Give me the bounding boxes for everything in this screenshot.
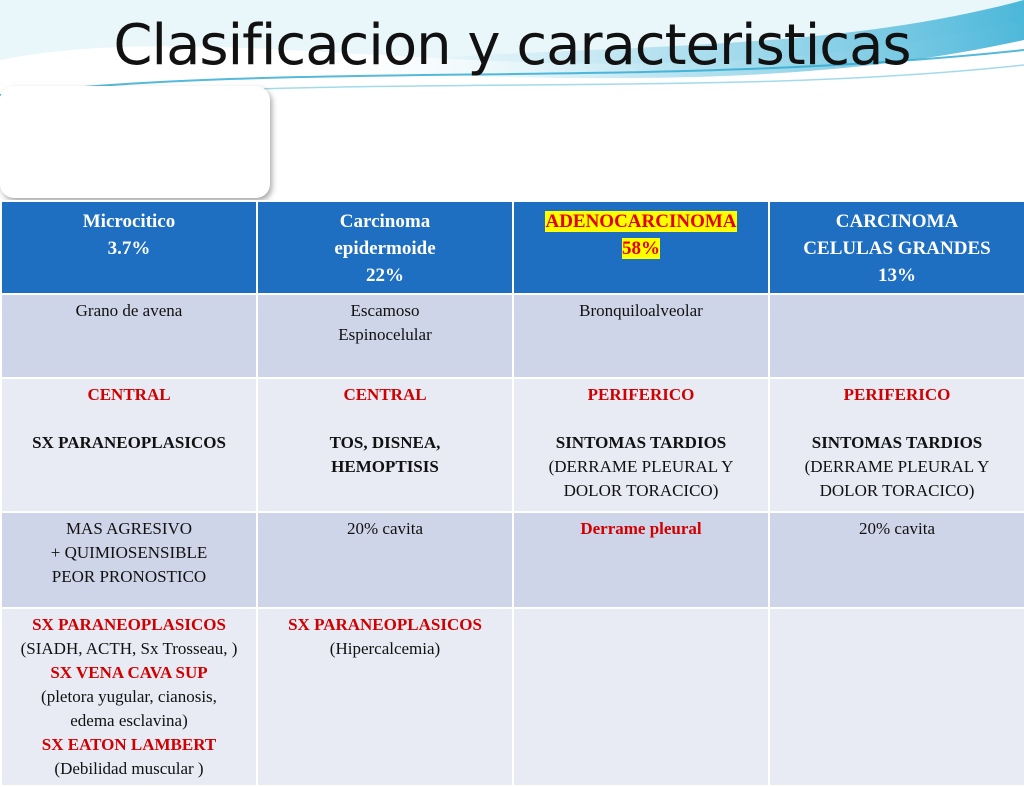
table-row	[1, 608, 1024, 786]
header-label-highlighted: ADENOCARCINOMA	[545, 211, 737, 232]
table-cell	[769, 294, 1024, 378]
header-label: Microcitico	[82, 211, 176, 232]
table-cell	[1, 378, 257, 512]
header-percent-highlighted: 58%	[622, 238, 660, 259]
table-cell	[513, 608, 769, 786]
header-adenocarcinoma	[513, 201, 769, 294]
table-cell	[513, 294, 769, 378]
cell-text: MAS AGRESIVO	[65, 519, 193, 538]
symptom-label: HEMOPTISIS	[331, 457, 439, 476]
syndrome-detail: (Hipercalcemia)	[329, 639, 441, 658]
header-microcitico	[1, 201, 257, 294]
syndrome-detail: (SIADH, ACTH, Sx Trosseau, )	[20, 639, 238, 658]
location-label: PERIFERICO	[587, 385, 695, 404]
cell-text: Derrame pleural	[580, 519, 702, 538]
table-cell	[1, 512, 257, 608]
symptom-label: SX PARANEOPLASICOS	[32, 433, 226, 452]
symptom-label: SINTOMAS TARDIOS	[811, 433, 983, 452]
cell-text: Espinocelular	[338, 325, 432, 344]
syndrome-detail: edema esclavina)	[70, 711, 188, 730]
table-cell	[513, 512, 769, 608]
table-row	[1, 512, 1024, 608]
symptom-detail: DOLOR TORACICO)	[563, 481, 719, 500]
classification-table	[0, 200, 1024, 787]
header-percent: 13%	[878, 265, 916, 286]
cell-text: Bronquiloalveolar	[579, 301, 703, 320]
symptom-label: TOS, DISNEA,	[329, 433, 441, 452]
table-cell	[257, 378, 513, 512]
table-cell	[769, 512, 1024, 608]
header-label: Carcinoma	[339, 211, 431, 232]
table-cell	[513, 378, 769, 512]
header-percent: 22%	[366, 265, 404, 286]
cell-text: 20% cavita	[347, 519, 423, 538]
symptom-label: SINTOMAS TARDIOS	[555, 433, 727, 452]
syndrome-label: SX EATON LAMBERT	[41, 735, 217, 754]
slide-title: Clasificacion y caracteristicas	[113, 13, 911, 78]
header-label: CELULAS GRANDES	[803, 238, 991, 259]
table-row	[1, 378, 1024, 512]
header-label: CARCINOMA	[835, 211, 959, 232]
syndrome-detail: (Debilidad muscular )	[54, 759, 204, 778]
symptom-detail: DOLOR TORACICO)	[819, 481, 975, 500]
cell-text: Grano de avena	[75, 301, 183, 320]
table-row	[1, 294, 1024, 378]
header-celulas-grandes	[769, 201, 1024, 294]
header-label: epidermoide	[334, 238, 436, 259]
table-header-row	[1, 201, 1024, 294]
location-label: PERIFERICO	[843, 385, 951, 404]
syndrome-label: SX VENA CAVA SUP	[50, 663, 208, 682]
table-cell	[1, 294, 257, 378]
location-label: CENTRAL	[87, 385, 171, 404]
header-epidermoide	[257, 201, 513, 294]
table-cell	[257, 294, 513, 378]
table-cell	[1, 608, 257, 786]
table-cell	[257, 512, 513, 608]
table-cell	[257, 608, 513, 786]
syndrome-detail: (pletora yugular, cianosis,	[41, 687, 217, 706]
table-cell	[769, 378, 1024, 512]
symptom-detail: (DERRAME PLEURAL Y	[804, 457, 990, 476]
syndrome-label: SX PARANEOPLASICOS	[288, 615, 482, 634]
symptom-detail: (DERRAME PLEURAL Y	[548, 457, 734, 476]
cell-text: Escamoso	[350, 301, 420, 320]
cell-text: 20% cavita	[859, 519, 935, 538]
cell-text: + QUIMIOSENSIBLE	[50, 543, 208, 562]
placeholder-box	[0, 86, 270, 198]
cell-text: PEOR PRONOSTICO	[51, 567, 207, 586]
location-label: CENTRAL	[343, 385, 427, 404]
table-cell	[769, 608, 1024, 786]
header-percent: 3.7%	[107, 238, 151, 259]
syndrome-label: SX PARANEOPLASICOS	[32, 615, 226, 634]
